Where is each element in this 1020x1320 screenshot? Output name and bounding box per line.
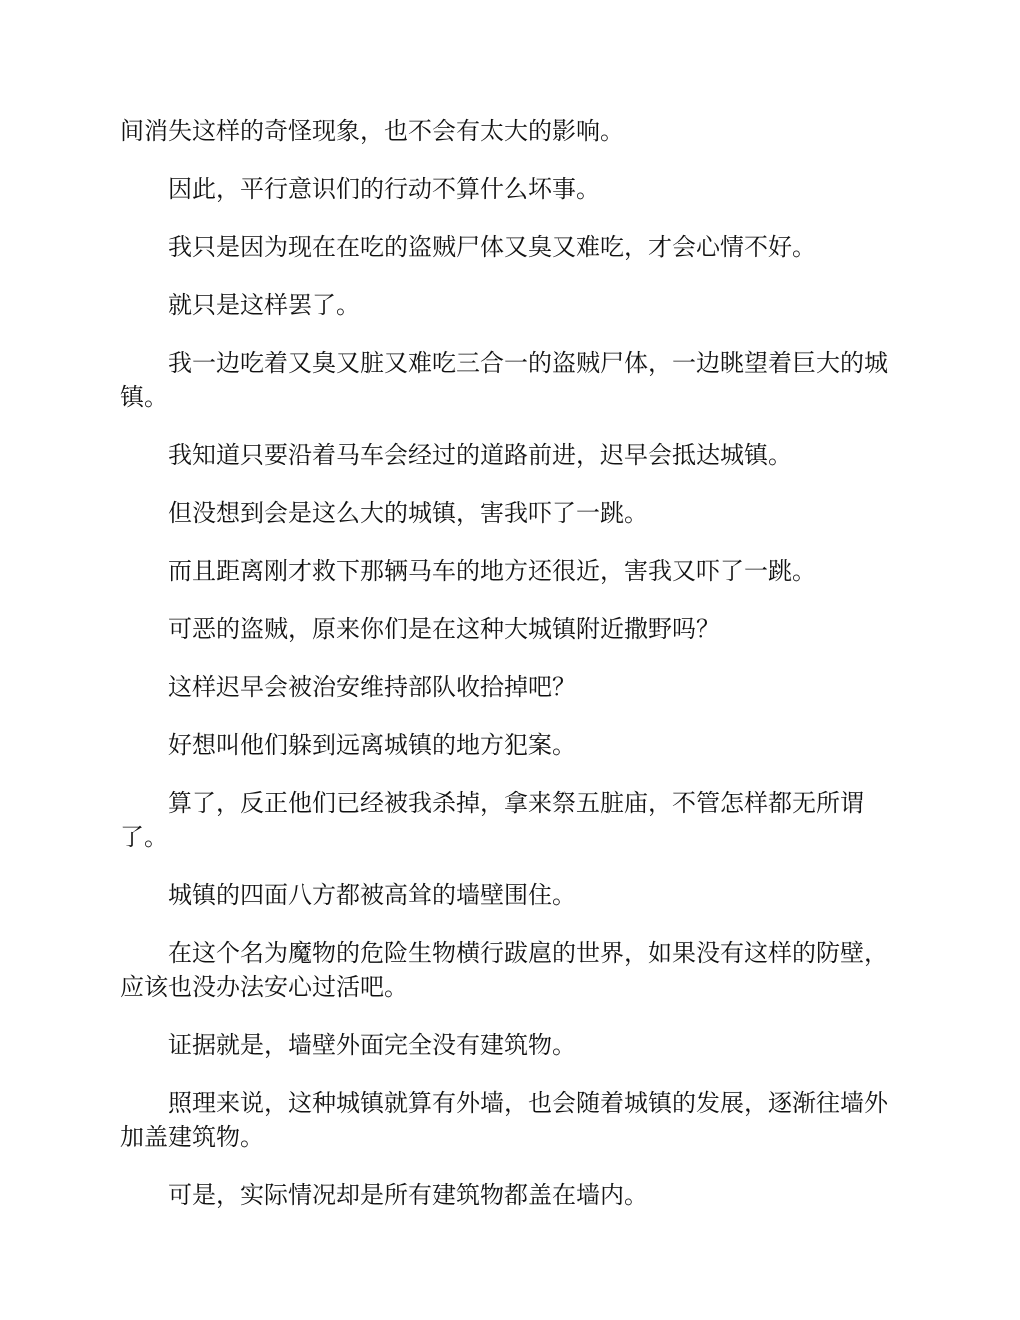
- paragraph: 照理来说，这种城镇就算有外墙，也会随着城镇的发展，逐渐往墙外加盖建筑物。: [120, 1089, 888, 1151]
- paragraph: 我知道只要沿着马车会经过的道路前进，迟早会抵达城镇。: [168, 441, 792, 469]
- paragraph: 好想叫他们躲到远离城镇的地方犯案。: [168, 731, 576, 759]
- paragraph: 我一边吃着又臭又脏又难吃三合一的盗贼尸体，一边眺望着巨大的城镇。: [120, 349, 888, 411]
- paragraph: 这样迟早会被治安维持部队收拾掉吧？: [168, 673, 576, 701]
- paragraph: 算了，反正他们已经被我杀掉，拿来祭五脏庙，不管怎样都无所谓了。: [120, 789, 864, 851]
- paragraph: 城镇的四面八方都被高耸的墙壁围住。: [168, 881, 576, 909]
- document-page: [120, 114, 910, 1236]
- paragraph: 证据就是，墙壁外面完全没有建筑物。: [168, 1031, 576, 1059]
- paragraph: 间消失这样的奇怪现象，也不会有太大的影响。: [120, 117, 624, 145]
- paragraph: 但没想到会是这么大的城镇，害我吓了一跳。: [168, 499, 648, 527]
- paragraph: 在这个名为魔物的危险生物横行跋扈的世界，如果没有这样的防壁，应该也没办法安心过活吧。: [120, 939, 888, 1001]
- paragraph: 因此，平行意识们的行动不算什么坏事。: [168, 175, 600, 203]
- paragraph: 可恶的盗贼，原来你们是在这种大城镇附近撒野吗？: [168, 615, 720, 643]
- paragraph: 可是，实际情况却是所有建筑物都盖在墙内。: [168, 1181, 648, 1209]
- paragraph: 而且距离刚才救下那辆马车的地方还很近，害我又吓了一跳。: [168, 557, 816, 585]
- paragraph: 就只是这样罢了。: [168, 291, 360, 319]
- paragraph: 我只是因为现在在吃的盗贼尸体又臭又难吃，才会心情不好。: [168, 233, 816, 261]
